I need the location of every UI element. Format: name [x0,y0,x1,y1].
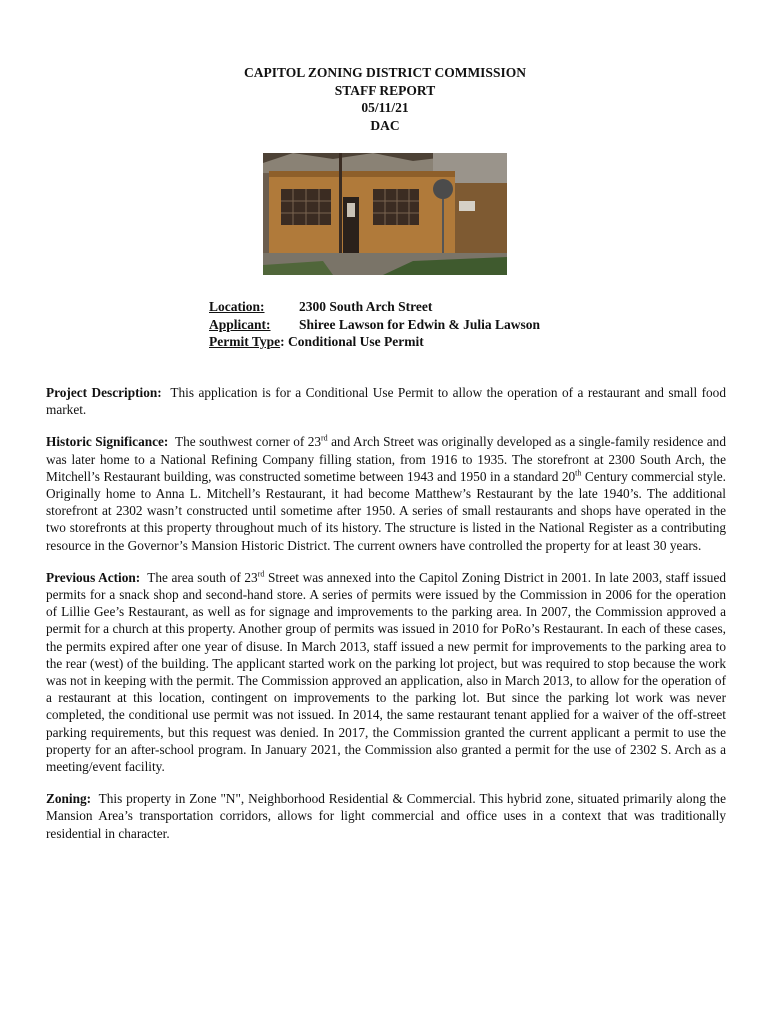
permit-type-colon: : [280,334,285,349]
report-header [0,64,770,134]
permit-type-label: Permit Type [209,334,281,349]
historic-superscript-b: th [575,468,582,478]
applicant-value: Shiree Lawson for Edwin & Julia Lawson [299,316,541,332]
historic-text-part-a: The southwest corner of 23 [175,434,322,450]
building-photo [263,153,507,275]
report-code: DAC [370,117,400,133]
previous-action-section [46,569,726,775]
report-type: STAFF REPORT [334,82,436,98]
previous-text-part-b: Street was annexed into the Capitol Zoning District in 2001. In late 2003, staff issued permits for a snack shop and second-hand store. A series of permits were issued by the Commission in 2006 for the operation of Lillie Gee’s Restaurant, as well as for signage and improvements to the parking area. In 2007, the Commission approved a permit for a church at this property. Another group of permits was issued in 2010 for PoRo’s Restaurant. In each of these cases, the permits expired after one year of disuse. In March 2013, staff issued a new permit for improvements to the parking area to the rear (west) of the building. The applicant started work on the parking lot project, but was required to stop because the work was not in keeping with the permit. The Commission approved an application, also in March 2013, to allow for the operation of a restaurant at this location, contingent on improvements to the parking lot. But since the parking lot work was never completed, the conditional use permit was not issued. In 2014, the same restaurant tenant applied for a waiver of the off-street parking requirements, but this request was denied. In 2017, the Commission granted the current applicant a permit to use the property for an after-school program. In January 2021, the Commission also granted a permit for the use of 2302 S. Arch as a meeting/event facility. [46,569,727,775]
applicant-row [209,316,540,334]
historic-text-part-b: and Arch Street was originally developed as a single-family residence and was later home to a National Refining Company filling station, from 1916 to 1935. The storefront at 2300 South Arch, the Mitchell’s Restaurant building, was constructed sometime between 1943 and 1950 in a standard 20 [46,434,726,484]
project-description-section [46,384,726,418]
permit-details [209,298,540,351]
zoning-section [46,790,726,842]
previous-text-part-a: The area south of 23 [147,569,258,585]
report-date: 05/11/21 [361,100,409,115]
historic-significance-section [46,433,726,553]
previous-superscript-a: rd [257,569,265,579]
location-label: Location: [209,299,265,314]
report-body [46,384,726,857]
zoning-heading: Zoning: [46,791,92,807]
location-row [209,298,540,316]
project-description-text: This application is for a Conditional Use Permit to allow the operation of a restaurant and small food market. [46,385,726,418]
previous-action-heading: Previous Action: [46,569,141,585]
location-value: 2300 South Arch Street [299,299,433,314]
permit-type-value: Conditional Use Permit [287,334,424,349]
zoning-text: This property in Zone "N", Neighborhood Residential & Commercial. This hybrid zone, situated primarily along the Mansion Area’s transportation corridors, allows for light commercial and office uses in a context that was traditionally residential in character. [46,791,726,841]
historic-superscript-a: rd [321,433,328,443]
historic-text-part-c: Century commercial style. Originally home to Anna L. Mitchell’s Restaurant, it had become Matthew’s Restaurant by the late 1940’s. The additional storefront at 2302 wasn’t constructed until sometime after 1950. A series of small restaurants and shops have operated in the two storefronts at this property throughout much of its history. The structure is listed in the National Register as a contributing resource in the Governor’s Mansion Historic District. The current owners have controlled the property for at least 30 years. [46,468,726,553]
historic-significance-heading: Historic Significance: [46,434,169,450]
project-description-heading: Project Description: [46,385,162,400]
commission-title: CAPITOL ZONING DISTRICT COMMISSION [244,65,526,80]
applicant-label: Applicant: [209,316,271,332]
permit-type-row [209,333,540,351]
building-photo-icon [263,153,507,275]
